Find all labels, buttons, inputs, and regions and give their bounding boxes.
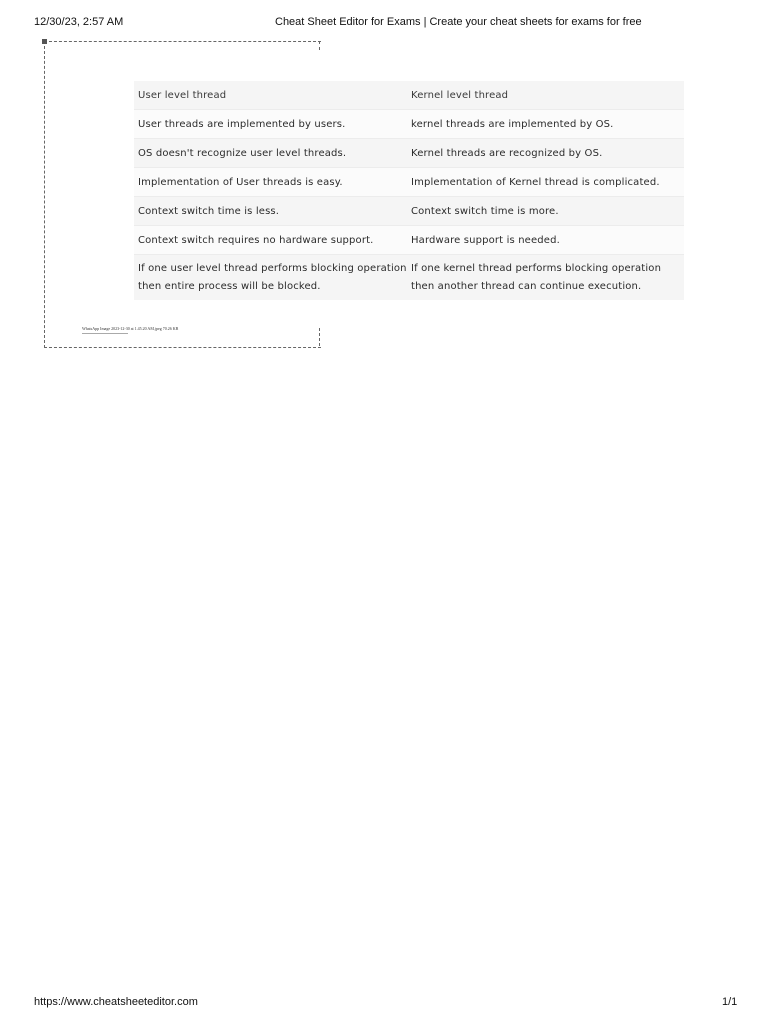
header-kernel-level-thread: Kernel level thread: [407, 81, 684, 109]
kernel-thread-cell: Hardware support is needed.: [407, 225, 684, 254]
frame-resize-edge-top[interactable]: [319, 41, 321, 50]
kernel-thread-cell: Kernel threads are recognized by OS.: [407, 138, 684, 167]
table-row: [134, 225, 684, 254]
header-user-level-thread: User level thread: [134, 81, 407, 109]
table-row: [134, 138, 684, 167]
frame-resize-edge-bottom[interactable]: [319, 328, 321, 346]
kernel-thread-cell: Implementation of Kernel thread is complicated.: [407, 167, 684, 196]
kernel-thread-cell: Context switch time is more.: [407, 196, 684, 225]
table-row: [134, 254, 684, 300]
table-row: [134, 196, 684, 225]
caption-underline: [82, 333, 128, 334]
table-header-row: [134, 81, 684, 109]
frame-corner-handle[interactable]: [42, 39, 47, 44]
user-thread-cell: Context switch time is less.: [134, 196, 407, 225]
table-row: [134, 109, 684, 138]
print-header-title: Cheat Sheet Editor for Exams | Create your cheat sheets for exams for free: [275, 16, 642, 28]
table-row: [134, 167, 684, 196]
thread-comparison-table: [134, 81, 684, 300]
user-thread-cell: User threads are implemented by users.: [134, 109, 407, 138]
kernel-thread-cell: kernel threads are implemented by OS.: [407, 109, 684, 138]
user-thread-cell: OS doesn't recognize user level threads.: [134, 138, 407, 167]
print-footer-page-number: 1/1: [722, 996, 738, 1008]
user-thread-cell: If one user level thread performs blocking operation then entire process will be blocked.: [134, 254, 407, 300]
user-thread-cell: Implementation of User threads is easy.: [134, 167, 407, 196]
print-footer-url: https://www.cheatsheeteditor.com: [34, 996, 198, 1008]
print-header-date: 12/30/23, 2:57 AM: [34, 16, 124, 28]
user-thread-cell: Context switch requires no hardware support.: [134, 225, 407, 254]
kernel-thread-cell: If one kernel thread performs blocking operation then another thread can continue execution.: [407, 254, 684, 300]
image-file-caption[interactable]: WhatsApp Image 2023-12-30 at 1.45.20 AM.jpeg 70.26 KB: [82, 326, 179, 331]
